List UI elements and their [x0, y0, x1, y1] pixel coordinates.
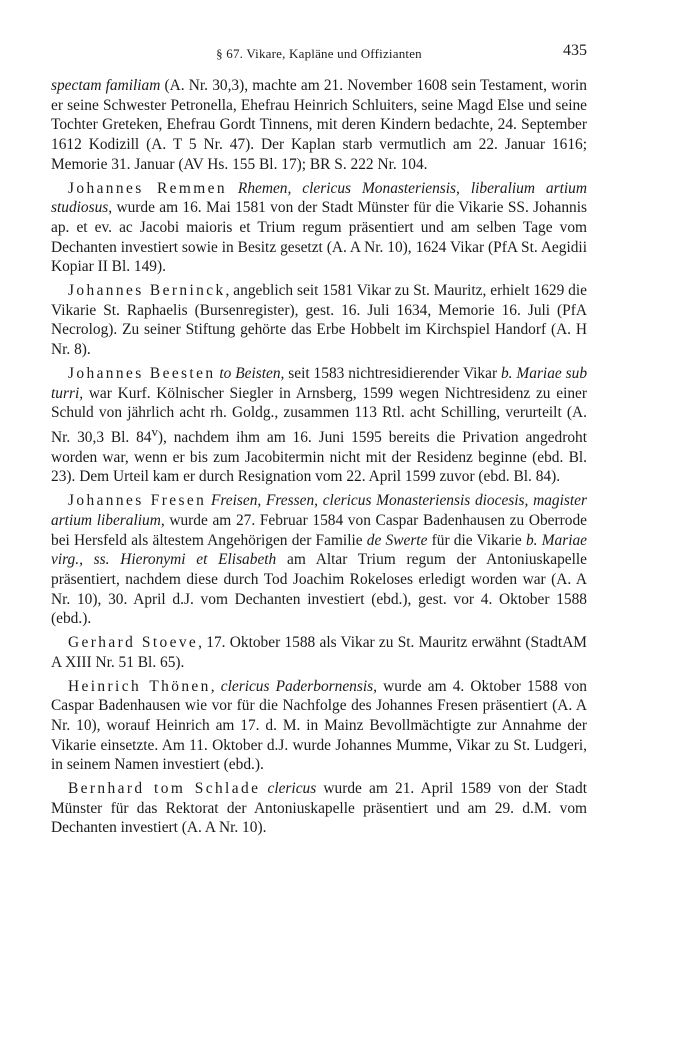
- person-name: Gerhard Stoeve: [68, 634, 199, 652]
- text-run: ,: [210, 677, 221, 695]
- person-name: Johannes Remmen: [68, 179, 227, 197]
- text-run: wurde am 4. Oktober 1588 von Caspar Badenhausen wie vor für die Nachfolge des Johannes Fresen präsentiert (A. A Nr. 10), worauf Heinrich am 17. d. M. in Mainz Bevollmächtigte zur Annahme der Vikarie einsetzte. Am 11. Oktober d.J. wurde Johannes Mumme, Vikar zu St. Ludgeri, in seinem Namen investiert (ebd.).: [51, 677, 588, 774]
- text-run: wurde am 21. April 1589 von der Stadt Münster für das Rektorat der Antoniuskapelle präsentiert und am 29. d.M. vom Dechanten investiert (A. A Nr. 10).: [51, 780, 587, 837]
- text-run: wurde am 16. Mai 1581 von der Stadt Münster für die Vikarie SS. Johannis ap. et ev. ac Jacobi maioris et Trium regum präsentiert und am selben Tage vom Dechanten investiert sowie in Besitz gesetzt (A. A Nr. 10), 1624 Vikar (PfA St. Aegidii Kopiar II Bl. 149).: [51, 199, 587, 276]
- italic-run: Rhemen, clericus Monasteriensis, liberalium artium studiosus,: [51, 179, 587, 217]
- page-number: 435: [563, 42, 587, 59]
- entry-johannes-fresen: [51, 491, 587, 629]
- text-run: , 17. Oktober 1588 als Vikar zu St. Mauritz erwähnt (StadtAM A XIII Nr. 51 Bl. 65).: [51, 634, 587, 671]
- person-name: Heinrich Thönen: [68, 677, 211, 695]
- book-page: [51, 40, 587, 842]
- text-run: (A. Nr. 30,3), machte am 21. November 1608 sein Testament, worin er seine Schwester Petronella, Ehefrau Heinrich Schluiters, seine Magd Else und seine Tochter Greteken, Ehefrau Gordt Tinnens, mit deren Kindern bedachte, 24. September 1612 Kodizill (A. T 5 Nr. 47). Der Kaplan starb vermutlich am 22. Januar 1616; Memorie 31. Januar (AV Hs. 155 Bl. 17); BR S. 222 Nr. 104.: [51, 77, 587, 173]
- text-run: seit 1583 nichtresidierender Vikar: [284, 364, 501, 382]
- entry-johannes-beesten: [51, 364, 587, 487]
- italic-run: b. Mariae sub turri,: [51, 364, 588, 402]
- entry-johannes-remmen: [51, 179, 587, 278]
- running-title: § 67. Vikare, Kapläne und Offizianten: [216, 46, 422, 61]
- text-run: , angeblich seit 1581 Vikar zu St. Mauritz, erhielt 1629 die Vikarie St. Raphaelis (Bursenregister), gest. 16. Juli 1634, Memorie 16. Juli (PfA Necrolog). Zu seiner Stiftung gehörte das Erbe Hobbelt im Kirchspiel Handorf (A. H Nr. 8).: [51, 282, 587, 359]
- running-header: [51, 40, 587, 64]
- italic-run: Freisen, Fressen, clericus Monasteriensis diocesis, magister artium liberalium,: [51, 492, 587, 529]
- italic-run: to Beisten,: [219, 364, 285, 382]
- entry-heinrich-thoenen: [51, 677, 587, 776]
- italic-run: b. Mariae virg., ss. Hieronymi et Elisabeth: [51, 531, 588, 569]
- person-name: Johannes Fresen: [68, 492, 207, 510]
- text-run: [227, 180, 238, 197]
- italic-run: de Swerte: [366, 531, 428, 549]
- italic-run: clericus: [267, 780, 317, 798]
- italic-run: spectam familiam: [51, 77, 161, 94]
- superscript: v: [151, 424, 158, 439]
- person-name: Bernhard tom Schlade: [68, 780, 261, 798]
- person-name: Johannes Berninck: [68, 282, 226, 300]
- entry-gerhard-stoeve: [51, 633, 587, 672]
- text-run: für die Vikarie: [427, 531, 526, 549]
- italic-run: clericus Paderbornensis,: [220, 677, 377, 695]
- entry-johannes-berninck: [51, 281, 587, 360]
- person-name: Johannes Beesten: [68, 364, 216, 382]
- text-run: ), nachdem ihm am 16. Juni 1595 bereits die Privation angedroht worden war, wenn er bis zum Jacobitermin nicht mit der Residenz beginne (ebd. Bl. 23). Dem Urteil kam er durch Resignation vom 22. April 1599 zuvor (ebd. Bl. 84).: [51, 429, 587, 486]
- paragraph-continuation: [51, 76, 587, 175]
- text-run: war Kurf. Kölnischer Siegler in Arnsberg, 1599 wegen Nichtresidenz zu einer Schuld von jährlich acht rh. Goldg., zusammen 113 Rtl. acht Schilling, verurteilt (A. Nr. 30,3 Bl. 84: [51, 384, 587, 447]
- entry-bernhard-tom-schlade: [51, 779, 587, 838]
- text-run: wurde am 27. Februar 1584 von Caspar Badenhausen zu Oberrode bei Hersfeld als ältestem Angehörigen der Familie: [51, 511, 587, 549]
- text-run: am Altar Trium regum der Antoniuskapelle präsentiert, nachdem diese durch Tod Joachim Rokeloses erledigt worden war (A. A Nr. 10), 30. April d.J. vom Dechanten investiert (ebd.), gest. vor 4. Oktober 1588 (ebd.).: [51, 551, 587, 628]
